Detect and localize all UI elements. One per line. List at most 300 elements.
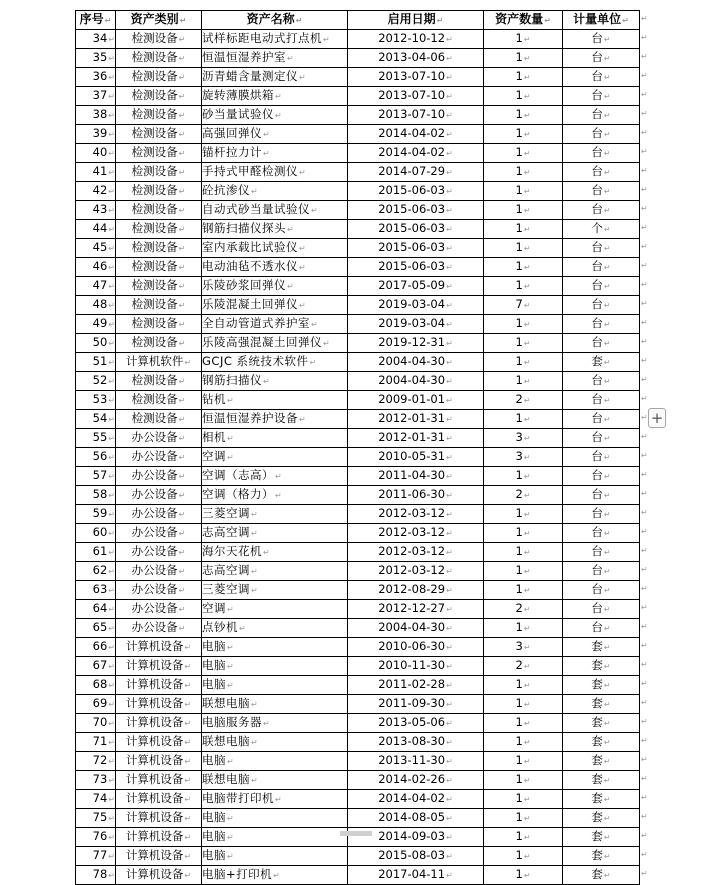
cell-category[interactable] — [116, 277, 202, 296]
cell-unit[interactable] — [563, 809, 640, 828]
cell-unit-text: 台 — [591, 506, 603, 520]
cell-quantity[interactable] — [484, 866, 563, 885]
cell-name[interactable] — [202, 410, 348, 429]
cell-name[interactable] — [202, 258, 348, 277]
cell-date[interactable] — [348, 600, 484, 619]
cell-category[interactable] — [116, 600, 202, 619]
paragraph-mark: ↵ — [275, 795, 283, 804]
cell-name-text: 海尔天花机 — [202, 544, 262, 558]
cell-name[interactable] — [202, 543, 348, 562]
cell-date[interactable] — [348, 391, 484, 410]
header-date[interactable]: 启用日期↵ — [348, 11, 484, 30]
cell-quantity[interactable] — [484, 277, 563, 296]
cell-no[interactable] — [76, 258, 116, 277]
cell-no[interactable] — [76, 334, 116, 353]
cell-name[interactable] — [202, 296, 348, 315]
cell-no[interactable] — [76, 695, 116, 714]
cell-name[interactable] — [202, 106, 348, 125]
cell-date[interactable] — [348, 676, 484, 695]
cell-unit[interactable] — [563, 334, 640, 353]
cell-name[interactable] — [202, 638, 348, 657]
cell-no[interactable] — [76, 486, 116, 505]
cell-no[interactable] — [76, 505, 116, 524]
cell-no[interactable] — [76, 296, 116, 315]
cell-no[interactable] — [76, 201, 116, 220]
cell-quantity[interactable] — [484, 467, 563, 486]
cell-date[interactable] — [348, 524, 484, 543]
cell-name[interactable] — [202, 144, 348, 163]
cell-unit[interactable] — [563, 695, 640, 714]
cell-name-text: 电动油毡不透水仪 — [202, 259, 298, 273]
cell-category[interactable] — [116, 790, 202, 809]
cell-category[interactable] — [116, 258, 202, 277]
header-quantity[interactable]: 资产数量↵ — [484, 11, 563, 30]
cell-no[interactable] — [76, 619, 116, 638]
header-name[interactable]: 资产名称↵ — [202, 11, 348, 30]
cell-unit[interactable] — [563, 182, 640, 201]
cell-name[interactable] — [202, 448, 348, 467]
cell-quantity[interactable] — [484, 163, 563, 182]
cell-category[interactable] — [116, 657, 202, 676]
cell-category[interactable] — [116, 429, 202, 448]
cell-quantity[interactable] — [484, 391, 563, 410]
cell-date[interactable] — [348, 258, 484, 277]
cell-unit[interactable] — [563, 239, 640, 258]
cell-name[interactable] — [202, 524, 348, 543]
cell-quantity[interactable] — [484, 847, 563, 866]
cell-unit[interactable] — [563, 144, 640, 163]
cell-category[interactable] — [116, 638, 202, 657]
cell-date[interactable] — [348, 68, 484, 87]
cell-no[interactable] — [76, 163, 116, 182]
cell-unit[interactable] — [563, 600, 640, 619]
cell-name-text: 旋转薄膜烘箱 — [202, 88, 274, 102]
cell-date[interactable] — [348, 619, 484, 638]
cell-date[interactable] — [348, 543, 484, 562]
cell-unit[interactable] — [563, 524, 640, 543]
cell-date[interactable] — [348, 239, 484, 258]
cell-category[interactable] — [116, 752, 202, 771]
cell-no[interactable] — [76, 277, 116, 296]
cell-unit[interactable] — [563, 828, 640, 847]
cell-name[interactable] — [202, 600, 348, 619]
cell-quantity[interactable] — [484, 87, 563, 106]
cell-unit[interactable] — [563, 68, 640, 87]
cell-unit[interactable] — [563, 638, 640, 657]
cell-unit[interactable] — [563, 790, 640, 809]
cell-category[interactable] — [116, 581, 202, 600]
cell-no[interactable] — [76, 809, 116, 828]
cell-unit[interactable] — [563, 49, 640, 68]
cell-unit[interactable] — [563, 657, 640, 676]
cell-unit[interactable] — [563, 277, 640, 296]
cell-category[interactable] — [116, 239, 202, 258]
cell-unit[interactable] — [563, 486, 640, 505]
cell-name[interactable] — [202, 467, 348, 486]
cell-name[interactable] — [202, 657, 348, 676]
cell-quantity[interactable] — [484, 486, 563, 505]
cell-date[interactable] — [348, 657, 484, 676]
cell-quantity[interactable] — [484, 49, 563, 68]
paragraph-mark: ↵ — [184, 738, 192, 747]
cell-category[interactable] — [116, 49, 202, 68]
cell-date[interactable] — [348, 87, 484, 106]
cell-quantity[interactable] — [484, 562, 563, 581]
cell-unit[interactable] — [563, 30, 640, 49]
cell-no[interactable] — [76, 600, 116, 619]
paragraph-mark: ↵ — [446, 358, 453, 367]
cell-quantity[interactable] — [484, 619, 563, 638]
cell-no[interactable] — [76, 30, 116, 49]
cell-unit[interactable] — [563, 505, 640, 524]
cell-no[interactable] — [76, 106, 116, 125]
cell-quantity[interactable] — [484, 790, 563, 809]
header-no[interactable]: 序号↵ — [76, 11, 116, 30]
cell-quantity[interactable] — [484, 296, 563, 315]
cell-quantity[interactable] — [484, 429, 563, 448]
cell-category[interactable] — [116, 220, 202, 239]
cell-quantity[interactable] — [484, 258, 563, 277]
cell-name[interactable] — [202, 695, 348, 714]
cell-quantity[interactable] — [484, 182, 563, 201]
cell-no[interactable] — [76, 866, 116, 885]
cell-quantity[interactable] — [484, 676, 563, 695]
cell-category[interactable] — [116, 524, 202, 543]
cell-category[interactable] — [116, 695, 202, 714]
cell-quantity[interactable] — [484, 448, 563, 467]
cell-date[interactable] — [348, 771, 484, 790]
cell-unit[interactable] — [563, 562, 640, 581]
cell-no[interactable] — [76, 733, 116, 752]
cell-quantity[interactable] — [484, 809, 563, 828]
cell-unit[interactable] — [563, 676, 640, 695]
cell-date[interactable] — [348, 182, 484, 201]
paragraph-mark: ↵ — [523, 643, 531, 652]
bottom-scroll-indicator[interactable] — [340, 831, 372, 836]
cell-quantity[interactable] — [484, 505, 563, 524]
cell-quantity-text: 1 — [515, 772, 523, 786]
cell-name[interactable] — [202, 220, 348, 239]
cell-name[interactable] — [202, 68, 348, 87]
cell-category[interactable] — [116, 467, 202, 486]
cell-no[interactable] — [76, 182, 116, 201]
header-category[interactable]: 资产类别↵ — [116, 11, 202, 30]
table-row — [76, 315, 640, 334]
cell-date[interactable] — [348, 144, 484, 163]
cell-date[interactable] — [348, 714, 484, 733]
cell-category-text: 计算机设备 — [125, 791, 184, 805]
cell-quantity[interactable] — [484, 752, 563, 771]
cell-quantity[interactable] — [484, 68, 563, 87]
cell-date[interactable] — [348, 486, 484, 505]
cell-name[interactable] — [202, 163, 348, 182]
cell-quantity[interactable] — [484, 581, 563, 600]
cell-category[interactable] — [116, 106, 202, 125]
cell-date[interactable] — [348, 106, 484, 125]
cell-date[interactable] — [348, 847, 484, 866]
cell-no[interactable] — [76, 220, 116, 239]
cell-no[interactable] — [76, 676, 116, 695]
cell-category[interactable] — [116, 372, 202, 391]
cell-name[interactable] — [202, 866, 348, 885]
cell-no[interactable] — [76, 847, 116, 866]
cell-date[interactable] — [348, 733, 484, 752]
cell-name[interactable] — [202, 125, 348, 144]
cell-category[interactable] — [116, 486, 202, 505]
cell-category[interactable] — [116, 410, 202, 429]
cell-quantity[interactable] — [484, 543, 563, 562]
cell-category[interactable] — [116, 125, 202, 144]
cell-no[interactable] — [76, 372, 116, 391]
cell-name[interactable] — [202, 752, 348, 771]
cell-date[interactable] — [348, 372, 484, 391]
cell-category[interactable] — [116, 562, 202, 581]
cell-name-text: 电脑带打印机 — [202, 791, 274, 805]
header-unit[interactable]: 计量单位↵ — [563, 11, 640, 30]
cell-no[interactable] — [76, 562, 116, 581]
cell-quantity[interactable] — [484, 638, 563, 657]
cell-no[interactable] — [76, 448, 116, 467]
cell-unit[interactable] — [563, 391, 640, 410]
cell-date[interactable] — [348, 220, 484, 239]
cell-no[interactable] — [76, 429, 116, 448]
cell-no[interactable] — [76, 49, 116, 68]
cell-quantity[interactable] — [484, 524, 563, 543]
cell-category[interactable] — [116, 828, 202, 847]
cell-date[interactable] — [348, 163, 484, 182]
cell-unit[interactable] — [563, 866, 640, 885]
cell-quantity[interactable] — [484, 239, 563, 258]
cell-quantity[interactable] — [484, 372, 563, 391]
cell-no[interactable] — [76, 524, 116, 543]
cell-no[interactable] — [76, 410, 116, 429]
paragraph-mark: ↵ — [523, 624, 531, 633]
cell-quantity[interactable] — [484, 600, 563, 619]
cell-name[interactable] — [202, 49, 348, 68]
cell-category[interactable] — [116, 847, 202, 866]
cell-category[interactable] — [116, 676, 202, 695]
cell-quantity[interactable] — [484, 733, 563, 752]
cell-category[interactable] — [116, 448, 202, 467]
cell-date[interactable] — [348, 410, 484, 429]
cell-date[interactable] — [348, 467, 484, 486]
paragraph-mark: ↵ — [108, 225, 115, 234]
cell-name[interactable] — [202, 505, 348, 524]
cell-unit[interactable] — [563, 258, 640, 277]
cell-no[interactable] — [76, 771, 116, 790]
cell-category[interactable] — [116, 201, 202, 220]
cell-category[interactable] — [116, 505, 202, 524]
cell-no-text: 38 — [92, 107, 108, 121]
cell-name[interactable] — [202, 828, 348, 847]
cell-date[interactable] — [348, 752, 484, 771]
cell-unit[interactable] — [563, 467, 640, 486]
cell-category[interactable] — [116, 30, 202, 49]
cell-date[interactable] — [348, 695, 484, 714]
cell-unit[interactable] — [563, 410, 640, 429]
cell-category[interactable] — [116, 353, 202, 372]
cell-date[interactable] — [348, 809, 484, 828]
cell-name[interactable] — [202, 372, 348, 391]
cell-category[interactable] — [116, 809, 202, 828]
cell-no[interactable] — [76, 467, 116, 486]
cell-quantity[interactable] — [484, 125, 563, 144]
cell-unit[interactable] — [563, 752, 640, 771]
cell-date[interactable] — [348, 201, 484, 220]
cell-quantity[interactable] — [484, 353, 563, 372]
cell-name[interactable] — [202, 581, 348, 600]
cell-no[interactable] — [76, 543, 116, 562]
cell-quantity[interactable] — [484, 771, 563, 790]
cell-unit[interactable] — [563, 847, 640, 866]
cell-category[interactable] — [116, 182, 202, 201]
cell-quantity[interactable] — [484, 334, 563, 353]
cell-name[interactable] — [202, 429, 348, 448]
cell-no[interactable] — [76, 68, 116, 87]
cell-unit[interactable] — [563, 771, 640, 790]
cell-date[interactable] — [348, 562, 484, 581]
cell-unit[interactable] — [563, 581, 640, 600]
cell-name[interactable] — [202, 30, 348, 49]
cell-no[interactable] — [76, 87, 116, 106]
cell-name[interactable] — [202, 809, 348, 828]
cell-no[interactable] — [76, 657, 116, 676]
cell-category[interactable] — [116, 619, 202, 638]
cell-date[interactable] — [348, 505, 484, 524]
cell-category[interactable] — [116, 334, 202, 353]
cell-no-text: 77 — [92, 848, 108, 862]
cell-name[interactable] — [202, 182, 348, 201]
cell-name[interactable] — [202, 239, 348, 258]
cell-quantity-text: 1 — [515, 544, 523, 558]
cell-date[interactable] — [348, 638, 484, 657]
cell-name[interactable] — [202, 714, 348, 733]
cell-unit[interactable] — [563, 315, 640, 334]
cell-no[interactable] — [76, 638, 116, 657]
cell-name[interactable] — [202, 201, 348, 220]
cell-date[interactable] — [348, 277, 484, 296]
cell-name[interactable] — [202, 771, 348, 790]
cell-date[interactable] — [348, 866, 484, 885]
cell-quantity[interactable] — [484, 144, 563, 163]
cell-category[interactable] — [116, 315, 202, 334]
cell-no[interactable] — [76, 828, 116, 847]
cell-date[interactable] — [348, 125, 484, 144]
cell-no[interactable] — [76, 714, 116, 733]
cell-unit[interactable] — [563, 163, 640, 182]
paragraph-mark: ↵ — [523, 263, 531, 272]
cell-quantity[interactable] — [484, 695, 563, 714]
cell-date[interactable] — [348, 790, 484, 809]
paragraph-mark: ↵ — [523, 225, 531, 234]
cell-no[interactable] — [76, 315, 116, 334]
cell-unit[interactable] — [563, 448, 640, 467]
cell-name[interactable] — [202, 619, 348, 638]
cell-no-text: 60 — [92, 525, 108, 539]
cell-no[interactable] — [76, 790, 116, 809]
cell-date[interactable] — [348, 49, 484, 68]
cell-unit[interactable] — [563, 733, 640, 752]
cell-category[interactable] — [116, 866, 202, 885]
cell-no[interactable] — [76, 125, 116, 144]
cell-name[interactable] — [202, 315, 348, 334]
cell-name[interactable] — [202, 562, 348, 581]
cell-date[interactable] — [348, 315, 484, 334]
add-row-button[interactable] — [648, 408, 666, 428]
cell-category[interactable] — [116, 296, 202, 315]
cell-name[interactable] — [202, 334, 348, 353]
cell-no[interactable] — [76, 752, 116, 771]
cell-date[interactable] — [348, 296, 484, 315]
cell-name[interactable] — [202, 676, 348, 695]
cell-unit[interactable] — [563, 87, 640, 106]
cell-name[interactable] — [202, 790, 348, 809]
cell-category[interactable] — [116, 543, 202, 562]
cell-name[interactable] — [202, 391, 348, 410]
cell-date[interactable] — [348, 429, 484, 448]
cell-name[interactable] — [202, 733, 348, 752]
cell-unit[interactable] — [563, 106, 640, 125]
cell-date[interactable] — [348, 334, 484, 353]
cell-unit[interactable] — [563, 296, 640, 315]
cell-name[interactable] — [202, 277, 348, 296]
cell-no[interactable] — [76, 144, 116, 163]
cell-quantity[interactable] — [484, 657, 563, 676]
cell-unit[interactable] — [563, 220, 640, 239]
cell-quantity[interactable] — [484, 828, 563, 847]
cell-quantity[interactable] — [484, 106, 563, 125]
cell-unit[interactable] — [563, 372, 640, 391]
cell-category[interactable] — [116, 163, 202, 182]
cell-category[interactable] — [116, 771, 202, 790]
cell-name-text: 恒温恒湿养护设备 — [202, 411, 298, 425]
cell-unit[interactable] — [563, 353, 640, 372]
cell-quantity[interactable] — [484, 714, 563, 733]
cell-date[interactable] — [348, 448, 484, 467]
cell-unit[interactable] — [563, 125, 640, 144]
cell-quantity[interactable] — [484, 315, 563, 334]
cell-no[interactable] — [76, 581, 116, 600]
cell-category[interactable] — [116, 87, 202, 106]
cell-no[interactable] — [76, 391, 116, 410]
cell-quantity[interactable] — [484, 30, 563, 49]
cell-category[interactable] — [116, 733, 202, 752]
cell-date[interactable] — [348, 30, 484, 49]
cell-quantity[interactable] — [484, 201, 563, 220]
cell-category[interactable] — [116, 391, 202, 410]
cell-name[interactable] — [202, 486, 348, 505]
cell-quantity[interactable] — [484, 220, 563, 239]
cell-no[interactable] — [76, 353, 116, 372]
cell-category[interactable] — [116, 68, 202, 87]
cell-name[interactable] — [202, 87, 348, 106]
cell-category-text: 检测设备 — [131, 202, 178, 216]
cell-name[interactable] — [202, 847, 348, 866]
cell-name[interactable] — [202, 353, 348, 372]
cell-no[interactable] — [76, 239, 116, 258]
cell-quantity[interactable] — [484, 410, 563, 429]
cell-unit[interactable] — [563, 543, 640, 562]
cell-unit[interactable] — [563, 429, 640, 448]
cell-date[interactable] — [348, 581, 484, 600]
cell-category[interactable] — [116, 714, 202, 733]
cell-unit[interactable] — [563, 714, 640, 733]
cell-unit[interactable] — [563, 201, 640, 220]
paragraph-mark: ↵ — [287, 282, 295, 291]
cell-unit[interactable] — [563, 619, 640, 638]
cell-category[interactable] — [116, 144, 202, 163]
cell-date[interactable] — [348, 353, 484, 372]
